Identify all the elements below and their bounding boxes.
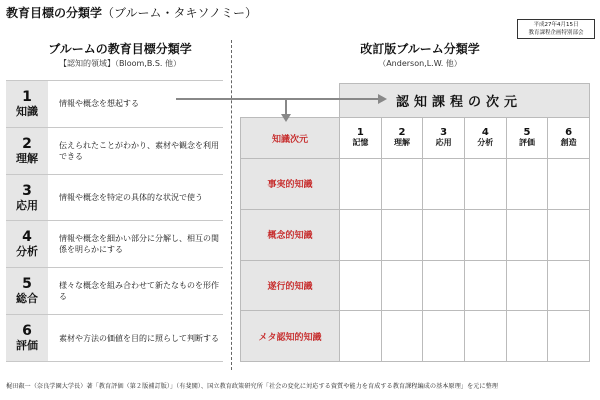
cognitive-process-header: 認知課程の次元: [340, 84, 590, 118]
matrix-cell: [506, 311, 548, 362]
committee-line: 教育課程企画特別部会: [528, 30, 584, 36]
level-name: 知識: [16, 104, 38, 118]
level-name: 理解: [16, 151, 38, 165]
category-number: 2: [398, 127, 406, 138]
matrix-corner-blank: [241, 84, 340, 118]
level-row-evaluation: [6, 314, 223, 362]
matrix-cell: [423, 311, 465, 362]
level-description: 様々な概念を組み合わせて新たなものを形作る: [59, 281, 219, 302]
category-number: 6: [565, 127, 573, 138]
level-number: 2: [22, 135, 32, 152]
row-label-metacognitive: メタ認知的知識: [241, 311, 340, 362]
matrix-cell: [381, 311, 423, 362]
matrix-cell: [381, 159, 423, 210]
revised-subheading: （Anderson,L.W. 他）: [378, 59, 462, 68]
category-understand: [381, 118, 423, 159]
matrix-cell: [506, 209, 548, 260]
level-badge: [6, 268, 48, 314]
level-number: 4: [22, 229, 32, 246]
matrix-cell: [464, 209, 506, 260]
category-number: 1: [356, 127, 364, 138]
date-box: [517, 19, 595, 39]
level-number: 5: [22, 276, 32, 293]
level-description: 情報や概念を想起する: [59, 99, 139, 109]
bloom-heading: ブルームの教育目標分類学: [48, 42, 192, 56]
bloom-levels-list: [6, 80, 223, 362]
level-name: 総合: [16, 292, 38, 306]
category-name: 分析: [477, 138, 494, 147]
knowledge-dimension-label: 知識次元: [241, 118, 340, 159]
level-badge: [6, 81, 48, 127]
level-name: 評価: [16, 339, 38, 353]
matrix-cell: [340, 260, 382, 311]
category-evaluate: [506, 118, 548, 159]
matrix-cell: [548, 311, 590, 362]
category-number: 5: [523, 127, 531, 138]
row-label-factual: 事実的知識: [241, 159, 340, 210]
arrow-down-icon: [281, 114, 291, 122]
row-label-conceptual: 概念的知識: [241, 209, 340, 260]
level-badge: [6, 128, 48, 174]
level-description: 伝えられたことがわかり、素材や観念を利用できる: [59, 140, 219, 161]
category-create: [548, 118, 590, 159]
arrow-right-icon: [378, 94, 387, 104]
category-analyze: [464, 118, 506, 159]
level-row-knowledge: [6, 80, 223, 127]
page-title-sub: （ブルーム・タキソノミー）: [102, 6, 258, 20]
category-name: 評価: [518, 138, 535, 147]
matrix-cell: [381, 209, 423, 260]
level-name: 分析: [16, 245, 38, 259]
category-name: 応用: [435, 138, 452, 147]
page-title-main: 教育目標の分類学: [6, 6, 103, 20]
level-description: 情報や概念を特定の具体的な状況で使う: [59, 193, 203, 203]
mapping-arrow-line: [176, 98, 380, 100]
matrix-cell: [506, 159, 548, 210]
level-description: 素材や方法の価値を目的に照らして判断する: [59, 333, 219, 343]
matrix-cell: [381, 260, 423, 311]
page-title: [6, 4, 257, 21]
category-remember: [340, 118, 382, 159]
source-footnote: 梶田叡一（奈良学園大学長）著「教育評価（第２版補訂版）」（有斐閣）、国立教育政策研究所「社会の変化に対応する資質や能力を育成する教育課程編成の基本原理」を元に整理: [6, 383, 498, 390]
matrix-cell: [548, 260, 590, 311]
level-number: 6: [22, 323, 32, 340]
date-line: 平成27年4月15日: [533, 22, 579, 28]
level-number: 3: [22, 182, 32, 199]
matrix-cell: [548, 209, 590, 260]
level-row-comprehension: [6, 127, 223, 174]
dashed-divider: [231, 40, 232, 370]
category-number: 4: [481, 127, 489, 138]
matrix-cell: [464, 311, 506, 362]
category-name: 創造: [560, 138, 577, 147]
matrix-cell: [340, 311, 382, 362]
matrix-cell: [340, 209, 382, 260]
revised-heading: 改訂版ブルーム分類学: [360, 42, 480, 56]
matrix-cell: [423, 260, 465, 311]
matrix-cell: [548, 159, 590, 210]
matrix-cell: [464, 159, 506, 210]
matrix-cell: [506, 260, 548, 311]
category-apply: [423, 118, 465, 159]
level-number: 1: [22, 88, 32, 105]
level-name: 応用: [16, 198, 38, 212]
down-arrow-line: [285, 99, 287, 115]
bloom-subheading: 【認知的領域】（Bloom,B.S. 他）: [58, 59, 182, 68]
level-badge: [6, 175, 48, 221]
matrix-cell: [464, 260, 506, 311]
level-row-analysis: [6, 220, 223, 267]
category-number: 3: [440, 127, 448, 138]
level-badge: [6, 221, 48, 267]
category-name: 記憶: [352, 138, 369, 147]
matrix-cell: [340, 159, 382, 210]
level-row-synthesis: [6, 267, 223, 314]
row-label-procedural: 遂行的知識: [241, 260, 340, 311]
category-name: 理解: [393, 138, 410, 147]
level-description: 情報や概念を細かい部分に分解し、相互の関係を明らかにする: [59, 234, 219, 255]
matrix-cell: [423, 209, 465, 260]
level-row-application: [6, 174, 223, 221]
matrix-cell: [423, 159, 465, 210]
revised-taxonomy-matrix: [240, 83, 590, 362]
level-badge: [6, 315, 48, 361]
